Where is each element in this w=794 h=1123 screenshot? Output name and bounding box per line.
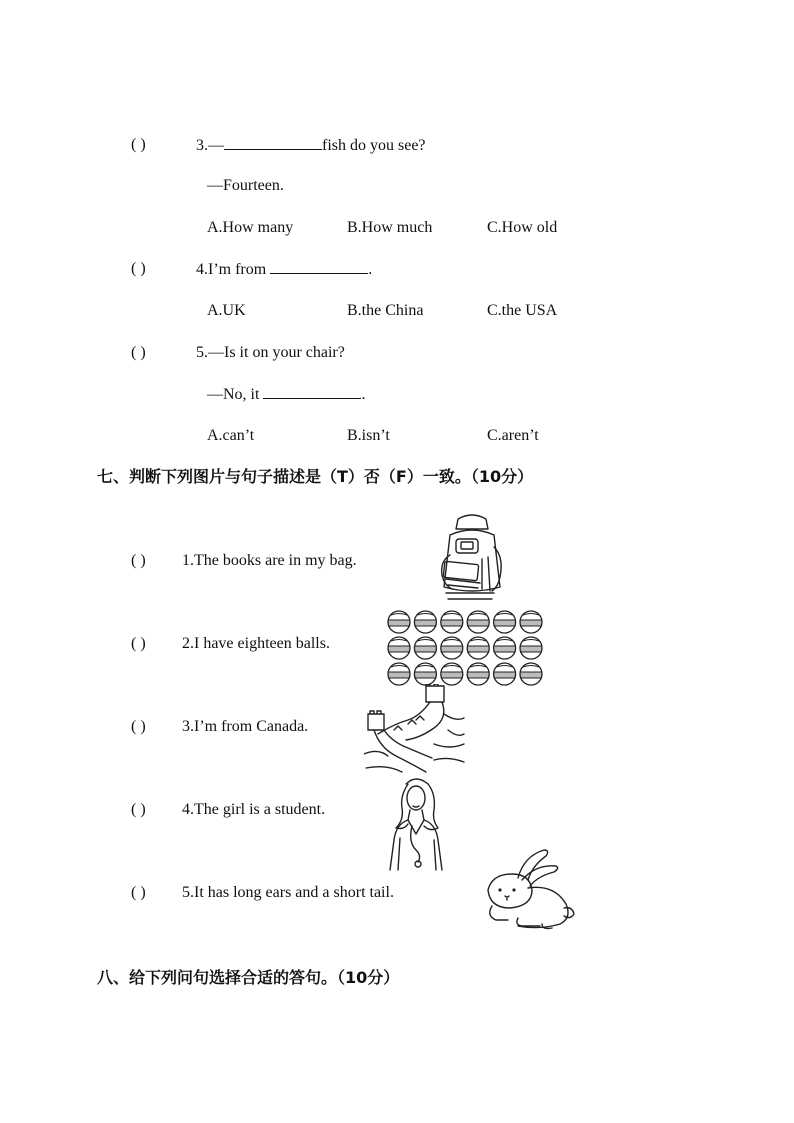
ball (494, 611, 516, 633)
question-stem: 4.I’m from (196, 261, 267, 278)
statement-4: 4.The girl is a student. (182, 801, 326, 818)
option-a[interactable]: A.can’t (207, 427, 255, 444)
fill-blank[interactable] (263, 384, 361, 399)
answer-line (207, 384, 365, 405)
rabbit-icon (478, 848, 578, 937)
ball (467, 611, 489, 633)
answer-paren[interactable]: ( ) (131, 260, 146, 277)
answer-paren[interactable]: ( ) (131, 884, 146, 901)
answer-paren[interactable]: ( ) (131, 635, 146, 652)
option-a[interactable]: A.How many (207, 219, 294, 236)
statement-1: 1.The books are in my bag. (182, 552, 357, 569)
question-text (196, 259, 372, 280)
question-rest: fish do you see? (322, 137, 426, 154)
ball (441, 637, 463, 659)
ball (494, 663, 516, 685)
option-b[interactable]: B.How much (347, 219, 433, 236)
ball (388, 611, 410, 633)
answer-start: —No, it (207, 386, 260, 403)
ball (520, 663, 542, 685)
ball (441, 663, 463, 685)
statement-3: 3.I’m from Canada. (182, 718, 309, 735)
answer-paren[interactable]: ( ) (131, 344, 146, 361)
ball (467, 663, 489, 685)
ball (414, 611, 436, 633)
option-a[interactable]: A.UK (207, 302, 246, 319)
ball (467, 637, 489, 659)
dash: — (208, 137, 224, 154)
backpack-icon (436, 513, 508, 606)
section-7-title: 七、判断下列图片与句子描述是（T）否（F）一致。（10分） (97, 467, 534, 486)
ball (414, 637, 436, 659)
ball (388, 637, 410, 659)
answer-paren[interactable]: ( ) (131, 718, 146, 735)
question-number: 3. (196, 137, 208, 154)
statement-2: 2.I have eighteen balls. (182, 635, 330, 652)
option-b[interactable]: B.the China (347, 302, 424, 319)
option-c[interactable]: C.the USA (487, 302, 558, 319)
fill-blank[interactable] (270, 259, 368, 274)
answer-paren[interactable]: ( ) (131, 136, 146, 153)
ball (520, 637, 542, 659)
option-b[interactable]: B.isn’t (347, 427, 390, 444)
ball (520, 611, 542, 633)
period: . (368, 261, 373, 278)
answer-paren[interactable]: ( ) (131, 801, 146, 818)
section-8-title: 八、给下列问句选择合适的答句。（10分） (97, 968, 400, 987)
answer-line: —Fourteen. (207, 177, 284, 194)
ball (441, 611, 463, 633)
doctor-girl-icon (388, 776, 444, 877)
question-text (196, 135, 426, 156)
ball (388, 663, 410, 685)
great-wall-icon (364, 684, 466, 779)
answer-paren[interactable]: ( ) (131, 552, 146, 569)
ball (494, 637, 516, 659)
question-text: 5.—Is it on your chair? (196, 344, 345, 361)
balls-grid-icon (386, 609, 544, 692)
option-c[interactable]: C.How old (487, 219, 558, 236)
statement-5: 5.It has long ears and a short tail. (182, 884, 394, 901)
fill-blank[interactable] (224, 135, 322, 150)
option-c[interactable]: C.aren’t (487, 427, 539, 444)
period: . (361, 386, 366, 403)
ball (414, 663, 436, 685)
